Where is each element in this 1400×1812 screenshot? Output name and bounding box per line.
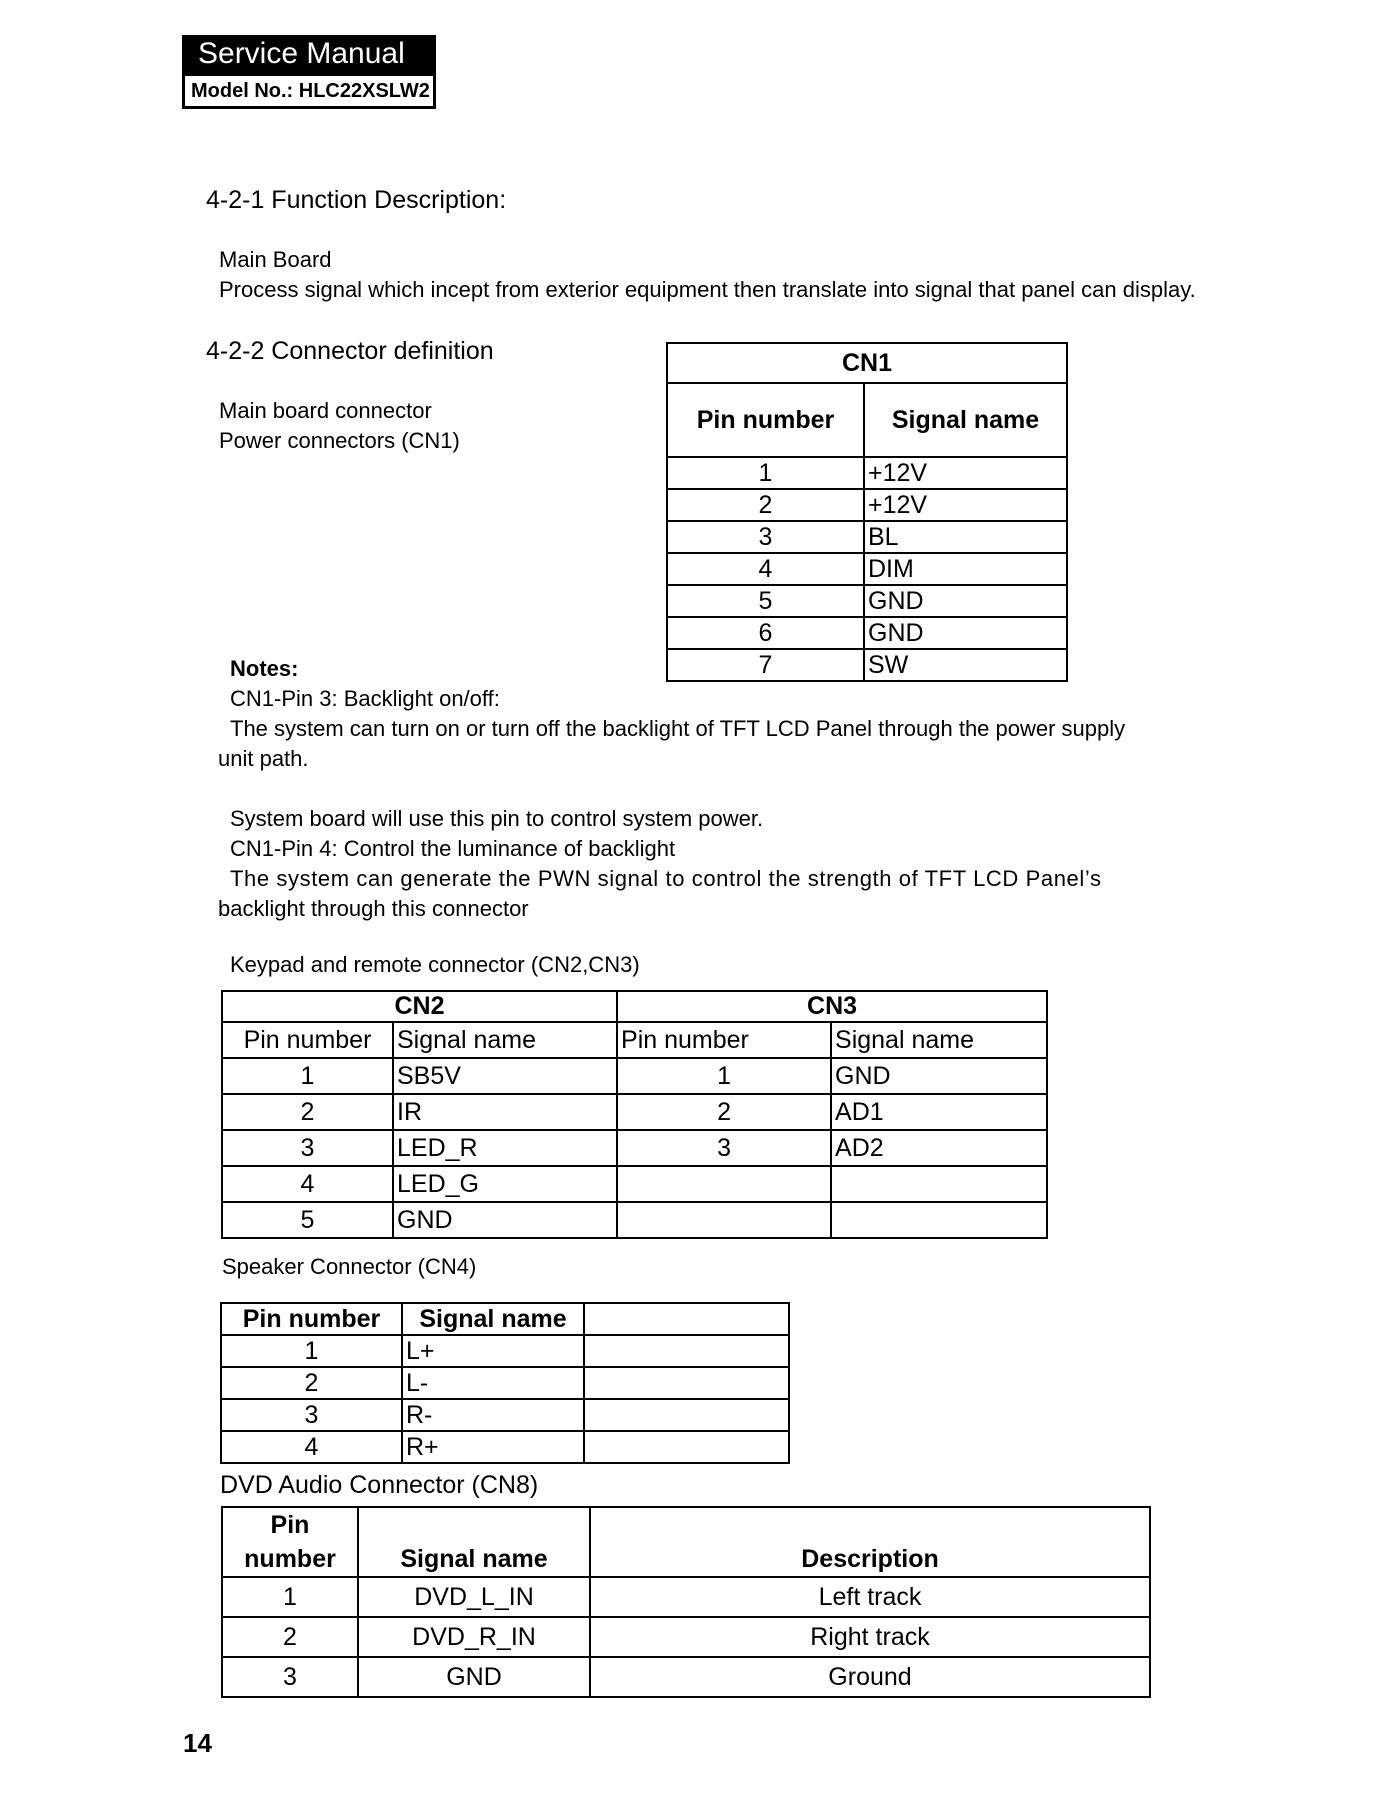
cn4-signal: L+ [402,1335,584,1367]
keypad-connector-label: Keypad and remote connector (CN2,CN3) [230,952,640,977]
page-number: 14 [183,1728,212,1758]
table-row [667,617,1067,649]
cn8-description: Right track [590,1617,1150,1657]
table-row [221,1431,789,1463]
cn8-description: Ground [590,1657,1150,1697]
notes-title: Notes: [230,656,299,681]
cn3-title: CN3 [617,991,1047,1022]
table-row [667,457,1067,489]
table-row [222,1094,1047,1130]
main-board-label: Main Board [219,247,332,272]
cn4-header-pin: Pin number [221,1303,402,1335]
cn1-signal: GND [864,617,1067,649]
cn3-signal: AD2 [831,1130,1047,1166]
table-row [222,1617,1150,1657]
cn1-signal: SW [864,649,1067,681]
cn1-pin: 3 [667,521,864,553]
cn8-pin: 1 [222,1577,358,1617]
table-row [222,1202,1047,1238]
cn1-header-pin: Pin number [667,383,864,457]
cn1-header-signal: Signal name [864,383,1067,457]
table-row [221,1335,789,1367]
table-row [221,1399,789,1431]
cn2-pin: 4 [222,1166,393,1202]
cn2-signal: IR [393,1094,617,1130]
note-pin4-text-cont: backlight through this connector [218,896,529,921]
note-pin3-title: CN1-Pin 3: Backlight on/off: [230,686,500,711]
cn8-description: Left track [590,1577,1150,1617]
cn8-header-pin-line1: Pin [270,1511,310,1539]
cn8-signal: DVD_L_IN [358,1577,590,1617]
cn4-blank [584,1335,789,1367]
cn1-signal: +12V [864,457,1067,489]
cn2-cn3-table [221,990,1048,1239]
cn4-signal: R- [402,1399,584,1431]
table-row [667,489,1067,521]
cn1-pin: 4 [667,553,864,585]
cn2-signal: GND [393,1202,617,1238]
cn4-blank [584,1367,789,1399]
cn3-header-signal: Signal name [831,1022,1047,1058]
table-row [667,521,1067,553]
cn3-signal [831,1202,1047,1238]
cn8-header-pin [222,1507,358,1577]
cn1-pin: 1 [667,457,864,489]
cn8-signal: DVD_R_IN [358,1617,590,1657]
main-board-description: Process signal which incept from exterior equipment then translate into signal that panel can display. [219,277,1196,302]
cn1-title: CN1 [667,343,1067,383]
cn3-pin: 3 [617,1130,831,1166]
cn1-signal: GND [864,585,1067,617]
cn4-pin: 3 [221,1399,402,1431]
cn8-header-signal: Signal name [358,1507,590,1577]
cn1-signal: +12V [864,489,1067,521]
cn2-signal: LED_G [393,1166,617,1202]
power-connectors-label: Power connectors (CN1) [219,428,460,453]
note-pin4-text: The system can generate the PWN signal to control the strength of TFT LCD Panel’s [230,866,1102,891]
cn2-title: CN2 [222,991,617,1022]
cn8-signal: GND [358,1657,590,1697]
cn4-pin: 1 [221,1335,402,1367]
cn3-signal: GND [831,1058,1047,1094]
table-row [222,1657,1150,1697]
cn2-pin: 5 [222,1202,393,1238]
manual-title: Service Manual [182,35,436,73]
function-heading: 4-2-1 Function Description: [206,186,507,214]
table-row [222,1058,1047,1094]
cn3-pin: 2 [617,1094,831,1130]
cn3-signal [831,1166,1047,1202]
cn2-pin: 3 [222,1130,393,1166]
cn1-signal: BL [864,521,1067,553]
cn1-pin: 5 [667,585,864,617]
speaker-connector-label: Speaker Connector (CN4) [222,1254,477,1279]
note-system-power: System board will use this pin to control system power. [230,806,764,831]
cn3-pin [617,1202,831,1238]
cn8-header-description: Description [590,1507,1150,1577]
cn2-signal: SB5V [393,1058,617,1094]
cn4-signal: L- [402,1367,584,1399]
main-board-connector-label: Main board connector [219,398,432,423]
table-row [667,585,1067,617]
note-pin3-text-cont: unit path. [218,746,309,771]
cn4-pin: 2 [221,1367,402,1399]
cn8-pin: 2 [222,1617,358,1657]
cn8-header-pin-line2: number [244,1545,336,1573]
table-row [667,553,1067,585]
cn1-signal: DIM [864,553,1067,585]
cn1-pin: 7 [667,649,864,681]
table-row [222,1577,1150,1617]
cn3-pin [617,1166,831,1202]
cn2-header-pin: Pin number [222,1022,393,1058]
cn4-pin: 4 [221,1431,402,1463]
cn3-pin: 1 [617,1058,831,1094]
cn4-header-blank [584,1303,789,1335]
cn2-signal: LED_R [393,1130,617,1166]
cn1-pin: 6 [667,617,864,649]
note-pin3-text: The system can turn on or turn off the backlight of TFT LCD Panel through the power supply [230,716,1126,741]
cn8-pin: 3 [222,1657,358,1697]
cn4-blank [584,1431,789,1463]
table-row [222,1166,1047,1202]
note-pin4-title: CN1-Pin 4: Control the luminance of backlight [230,836,676,861]
cn2-pin: 2 [222,1094,393,1130]
cn2-header-signal: Signal name [393,1022,617,1058]
table-row [221,1367,789,1399]
cn1-pin: 2 [667,489,864,521]
cn2-pin: 1 [222,1058,393,1094]
model-number: Model No.: HLC22XSLW2 [182,73,436,109]
dvd-connector-label: DVD Audio Connector (CN8) [220,1471,539,1499]
cn3-signal: AD1 [831,1094,1047,1130]
cn4-table [220,1302,790,1464]
connector-heading: 4-2-2 Connector definition [206,337,494,365]
cn8-table [221,1506,1151,1698]
cn1-table [666,342,1068,682]
table-row [222,1130,1047,1166]
cn4-header-signal: Signal name [402,1303,584,1335]
cn4-signal: R+ [402,1431,584,1463]
table-row [667,649,1067,681]
cn4-blank [584,1399,789,1431]
cn3-header-pin: Pin number [617,1022,831,1058]
